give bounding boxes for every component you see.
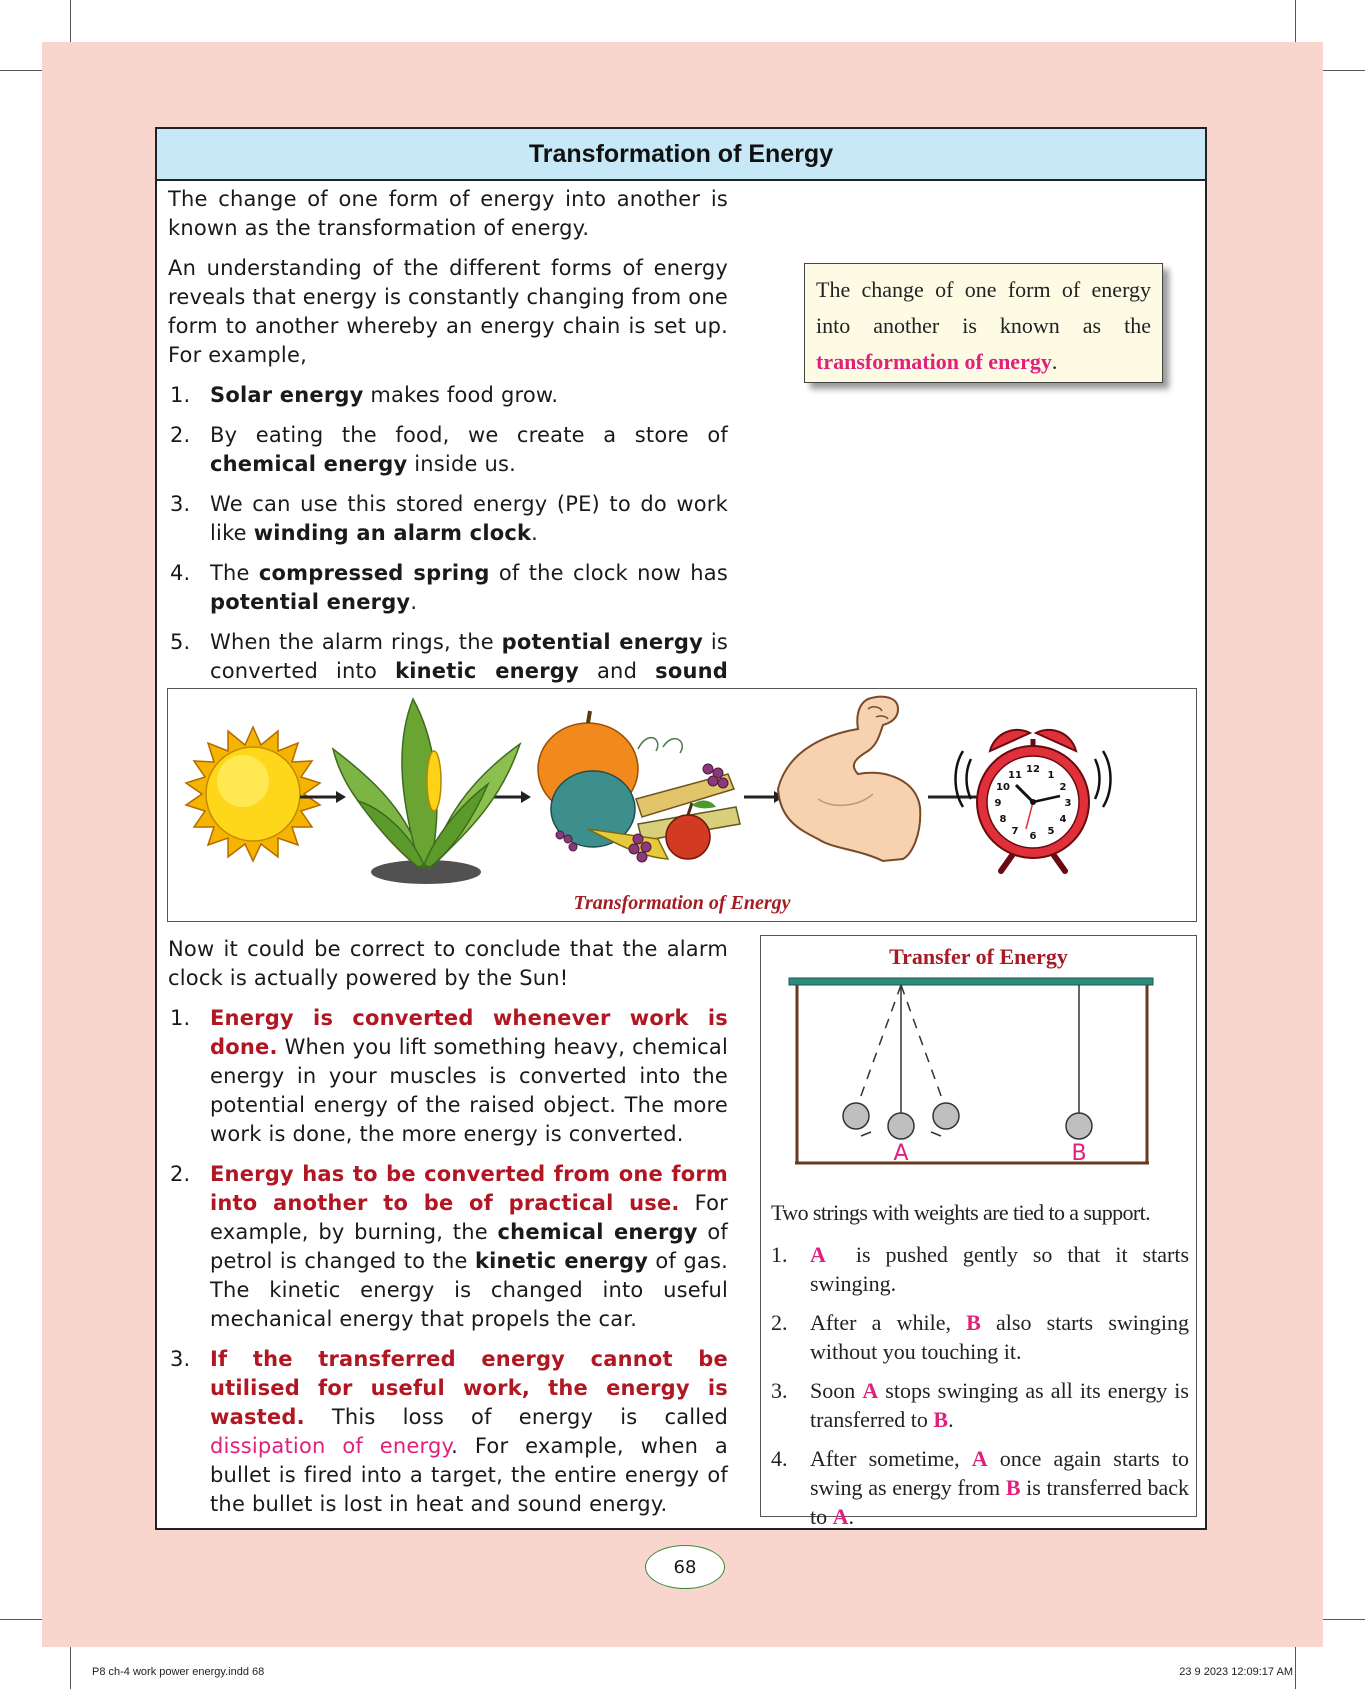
intro-paragraph-1: The change of one form of energy into another is known as the transformation of energy. — [168, 187, 728, 240]
clock-number: 7 — [1011, 826, 1019, 837]
label-b: B — [1071, 1141, 1087, 1166]
crop-mark — [0, 70, 42, 71]
clock-number: 9 — [994, 798, 1002, 809]
muscle-arm-icon — [778, 697, 920, 861]
list-item: 1. Energy is converted whenever work is done. When you lift something heavy, chemical energy in your muscles is converted into the potential energy of the raised object. The more work is done, the more energy is converted. — [170, 1006, 728, 1146]
list-item: 4. After sometime, A once again starts to swing as energy from B is transferred back to A. — [771, 1446, 1189, 1529]
transfer-of-energy-box — [760, 935, 1197, 1529]
conclusion-column — [168, 935, 728, 1519]
crop-mark — [0, 1619, 42, 1620]
intro-paragraph-2: An understanding of the different forms of energy reveals that energy is constantly changing from one form to another whereby an energy chain is set up. For example, — [168, 256, 728, 367]
crop-mark — [1323, 70, 1365, 71]
definition-box: The change of one form of energy into another is known as the transformation of energy. — [804, 263, 1163, 383]
list-item: 5. When the alarm rings, the potential energy is converted into kinetic energy and sound — [170, 630, 728, 683]
transformation-figure — [167, 688, 1197, 922]
page-title: Transformation of Energy — [157, 129, 1205, 181]
list-item: 4. The compressed spring of the clock now has potential energy. — [170, 561, 728, 614]
list-item: 2. After a while, B also starts swinging without you touching it. — [771, 1310, 1189, 1364]
crop-mark — [1295, 0, 1296, 42]
list-item: 1. A is pushed gently so that it starts swinging. — [771, 1242, 1195, 1296]
list-item: 2. By eating the food, we create a store of chemical energy inside us. — [170, 423, 728, 476]
clock-number: 2 — [1059, 782, 1067, 793]
crop-mark — [1295, 1647, 1296, 1689]
crop-mark — [70, 1647, 71, 1689]
alarm-clock-icon — [956, 730, 1111, 871]
slug-right: 23 9 2023 12:09:17 AM — [1179, 1666, 1293, 1678]
definition-highlight: transformation of energy — [816, 349, 1052, 374]
clock-number: 3 — [1064, 798, 1072, 809]
list-item: 3. Soon A stops swinging as all its energy is transferred to B. — [771, 1378, 1189, 1432]
conclusion-paragraph: Now it could be correct to conclude that the alarm clock is actually powered by the Sun! — [168, 937, 728, 990]
crop-mark — [1323, 1619, 1365, 1620]
list-item: 3. If the transferred energy cannot be utilised for useful work, the energy is wasted. This loss of energy is called dissipation of energy. For example, when a bullet is fired into a target, the entire energy of the bullet is lost in heat and sound energy. — [170, 1347, 728, 1516]
transfer-steps-list — [771, 1240, 1195, 1541]
intro-column — [168, 185, 728, 715]
transfer-intro: Two strings with weights are tied to a support. — [771, 1200, 1151, 1225]
energy-rules-list — [168, 1004, 728, 1519]
figure-caption: Transformation of Energy — [573, 892, 791, 914]
content-frame — [155, 127, 1207, 1530]
label-a: A — [893, 1141, 909, 1166]
energy-chain-illustration — [168, 689, 1196, 921]
clock-number: 1 — [1047, 770, 1055, 781]
list-item: 3. We can use this stored energy (PE) to do work like winding an alarm clock. — [170, 492, 728, 545]
plant-icon — [333, 699, 520, 884]
crop-mark — [70, 0, 71, 42]
clock-number: 12 — [1026, 764, 1040, 775]
list-item: 1. Solar energy makes food grow. — [170, 383, 559, 407]
list-item: 2. Energy has to be converted from one form into another to be of practical use. For example, by burning, the chemical energy of petrol is changed to the kinetic energy of gas. The kinetic energy is changed into useful mechanical energy that propels the car. — [170, 1162, 728, 1331]
transfer-title: Transfer of Energy — [889, 944, 1068, 969]
clock-number: 6 — [1029, 831, 1037, 842]
food-icon — [538, 711, 740, 862]
pendulum-diagram — [761, 966, 1196, 1206]
clock-number: 8 — [999, 814, 1007, 825]
sun-icon — [186, 727, 320, 861]
slug-left: P8 ch-4 work power energy.indd 68 — [92, 1666, 265, 1678]
energy-chain-list — [168, 381, 728, 715]
page-number: 68 — [645, 1545, 725, 1589]
clock-number: 10 — [996, 782, 1010, 793]
clock-number: 4 — [1059, 814, 1067, 825]
clock-number: 11 — [1008, 770, 1022, 781]
clock-number: 5 — [1047, 826, 1055, 837]
